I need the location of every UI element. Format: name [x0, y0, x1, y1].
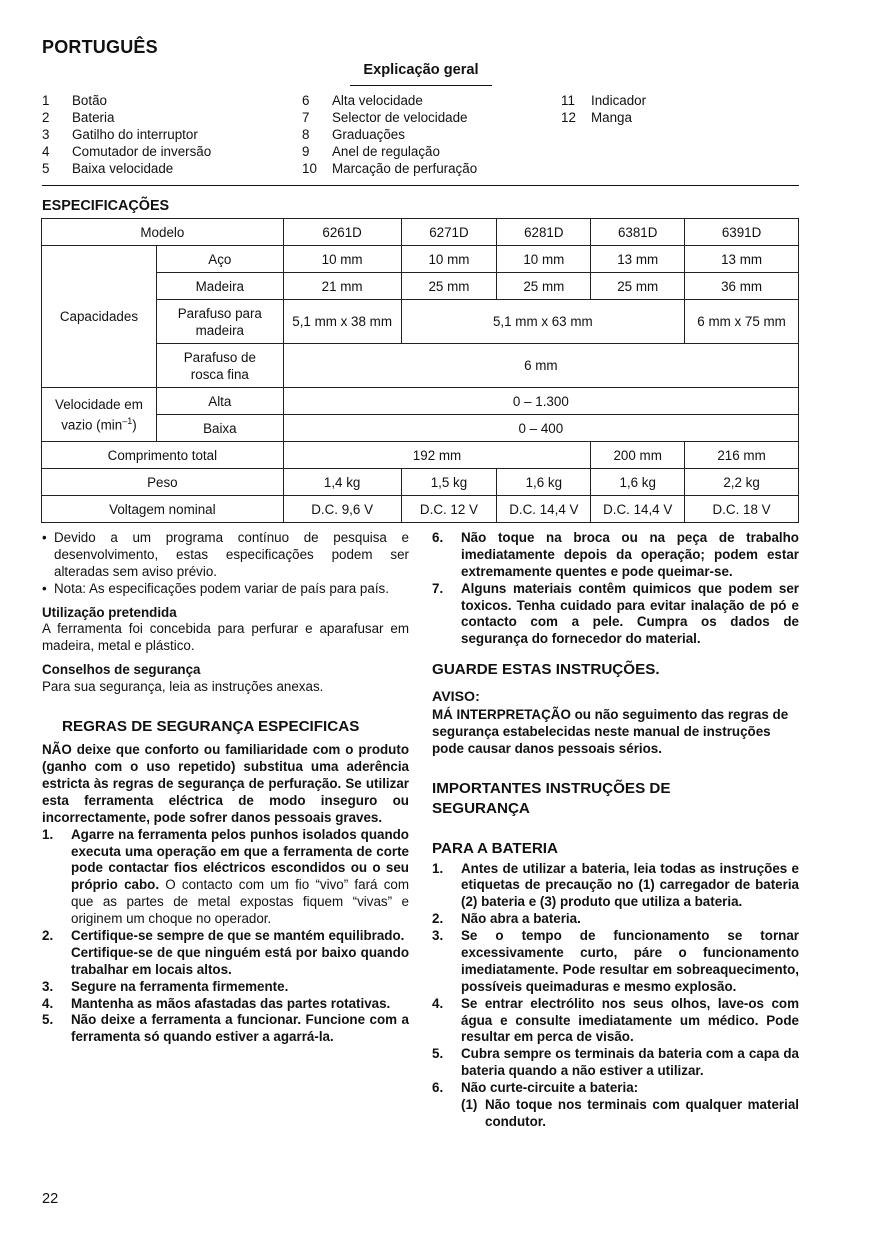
page-number: 22 [42, 1191, 59, 1207]
table-cell: 1,4 kg [283, 469, 401, 496]
intended-use-title: Utilização pretendida [42, 604, 177, 620]
table-cell: Comprimento total [42, 442, 284, 469]
parts-column-2 [302, 92, 477, 177]
table-cell: 1,5 kg [401, 469, 497, 496]
intended-use-text: A ferramenta foi concebida para perfurar e aparafusar em madeira, metal e plástico. [42, 621, 409, 654]
table-row [42, 246, 799, 273]
table-cell: Parafuso de rosca fina [156, 344, 283, 388]
table-cell: 13 mm [685, 246, 799, 273]
part-item: 1 Botão [42, 93, 107, 108]
table-cell: 10 mm [401, 246, 497, 273]
table-cell: Alta [156, 388, 283, 415]
list-item: 4. Se entrar electrólito nos seus olhos, lave-os com água e consulte imediatamente um médico. Pode resultar em perca de visão. [432, 995, 799, 1045]
section-title: Explicação geral [350, 61, 492, 86]
part-item: 4 Comutador de inversão [42, 144, 212, 159]
table-cell: Parafuso para madeira [156, 300, 283, 344]
list-item: 6. Não toque na broca ou na peça de trabalho imediatamente depois da operação; podem estar extremamente quentes e pode queimar-se. [432, 530, 799, 579]
table-cell: 6 mm x 75 mm [685, 300, 799, 344]
list-item: 3. Segure na ferramenta firmemente. [42, 978, 289, 994]
part-item: 10 Marcação de perfuração [302, 161, 478, 176]
table-cell: 6281D [497, 219, 591, 246]
keep-instructions-heading: GUARDE ESTAS INSTRUÇÕES. [432, 661, 660, 679]
divider [42, 185, 799, 186]
table-cell: Voltagem nominal [42, 496, 284, 523]
safety-rules-heading: REGRAS DE SEGURANÇA ESPECIFICAS [62, 718, 360, 736]
left-column [42, 530, 409, 1046]
parts-column-1 [42, 92, 211, 177]
table-cell: 200 mm [591, 442, 685, 469]
table-row [42, 219, 799, 246]
table-cell: Baixa [156, 415, 283, 442]
table-cell: D.C. 18 V [685, 496, 799, 523]
list-item: 5. Cubra sempre os terminais da bateria com a capa da bateria quando a não estiver a utilizar. [432, 1046, 799, 1079]
language-heading: PORTUGUÊS [42, 37, 158, 57]
table-cell: Madeira [156, 273, 283, 300]
table-cell: 10 mm [497, 246, 591, 273]
list-item: 3. Se o tempo de funcionamento se tornar excessivamente curto, páre o funcionamento imediatamente. Pode resultar em sobreaquecimento, possíveis queimaduras e mesmo explosão. [432, 928, 799, 994]
safety-advice-text: Para sua segurança, leia as instruções anexas. [42, 679, 324, 695]
list-item: (1) Não toque nos terminais com qualquer material condutor. [461, 1097, 799, 1129]
part-item: 2 Bateria [42, 110, 115, 125]
table-cell: 1,6 kg [591, 469, 685, 496]
list-item: 1. Antes de utilizar a bateria, leia todas as instruções e etiquetas de precaução no (1) carregador de bateria (2) bateria e (3) produto que utiliza a bateria. [432, 860, 799, 910]
part-item: 9 Anel de regulação [302, 144, 440, 159]
table-cell: Modelo [42, 219, 284, 246]
list-item: • Devido a um programa contínuo de pesquisa e desenvolvimento, estas especificações podem ser alteradas sem aviso prévio. [42, 530, 409, 579]
list-item: 2. Certifique-se sempre de que se mantém equilibrado. Certifique-se de que ninguém está por baixo quando trabalhar em locais altos. [42, 927, 409, 977]
part-item: 7 Selector de velocidade [302, 110, 468, 125]
table-cell: 6 mm [283, 344, 798, 388]
table-row [42, 469, 799, 496]
parts-column-3 [561, 92, 646, 126]
table-row [42, 442, 799, 469]
table-row [42, 496, 799, 523]
table-cell: 13 mm [591, 246, 685, 273]
list-item: • Nota: As especificações podem variar de país para país. [42, 580, 389, 596]
table-cell: 0 – 1.300 [283, 388, 798, 415]
table-cell: 25 mm [497, 273, 591, 300]
table-cell: D.C. 14,4 V [591, 496, 685, 523]
part-item: 8 Graduações [302, 127, 405, 142]
list-item: 1. Agarre na ferramenta pelos punhos isolados quando executa uma operação em que a ferramenta de corte pode contactar fios eléctricos escondidos ou o seu próprio cabo. O contacto com um fio “vivo” fará com que as partes de metal expostas fiquem “vivas” e originem um choque no operador. [42, 826, 409, 927]
table-cell: D.C. 9,6 V [283, 496, 401, 523]
specifications-table [41, 218, 799, 523]
list-item: 7. Alguns materiais contêm quimicos que podem ser toxicos. Tenha cuidado para evitar inalação de pó e contacto com a pele. Cumpra os dados de segurança do fornecedor do material. [432, 580, 799, 647]
table-cell: Peso [42, 469, 284, 496]
table-cell: 1,6 kg [497, 469, 591, 496]
list-item: 4. Mantenha as mãos afastadas das partes rotativas. [42, 995, 391, 1011]
table-cell: 36 mm [685, 273, 799, 300]
battery-heading: PARA A BATERIA [432, 840, 558, 858]
table-cell: D.C. 12 V [401, 496, 497, 523]
table-row [42, 388, 799, 415]
part-item: 12 Manga [561, 110, 632, 125]
table-cell: 10 mm [283, 246, 401, 273]
table-cell: 6391D [685, 219, 799, 246]
table-cell: 6381D [591, 219, 685, 246]
table-cell: 6271D [401, 219, 497, 246]
table-cell: Capacidades [42, 246, 157, 388]
table-cell: Aço [156, 246, 283, 273]
table-cell: 2,2 kg [685, 469, 799, 496]
table-cell: 192 mm [283, 442, 591, 469]
specifications-heading: ESPECIFICAÇÕES [42, 198, 170, 214]
table-cell: 6261D [283, 219, 401, 246]
important-safety-heading: IMPORTANTES INSTRUÇÕES DE SEGURANÇA [432, 779, 671, 817]
warning-text: MÁ INTERPRETAÇÃO ou não seguimento das regras de segurança estabelecidas neste manual de instruções pode causar danos pessoais sérios. [432, 707, 789, 757]
part-item: 11 Indicador [561, 93, 647, 108]
part-item: 6 Alta velocidade [302, 93, 423, 108]
table-cell: 25 mm [591, 273, 685, 300]
list-item: 2. Não abra a bateria. [432, 911, 581, 927]
table-cell: 21 mm [283, 273, 401, 300]
list-item: 5. Não deixe a ferramenta a funcionar. Funcione com a ferramenta só quando estiver a agarrá-la. [42, 1012, 409, 1045]
table-cell: 5,1 mm x 38 mm [283, 300, 401, 344]
table-cell: 216 mm [685, 442, 799, 469]
right-column [432, 530, 799, 1131]
safety-advice-title: Conselhos de segurança [42, 662, 201, 678]
table-cell: D.C. 14,4 V [497, 496, 591, 523]
table-cell: 25 mm [401, 273, 497, 300]
part-item: 3 Gatilho do interruptor [42, 127, 198, 142]
table-cell: Velocidade em vazio $(\min^{-1})$ [42, 388, 157, 442]
safety-rules-intro: NÃO deixe que conforto ou familiaridade com o produto (ganho com o uso repetido) substitua uma aderência estricta às regras de segurança de perfuração. Se utilizar esta ferramenta eléctrica de modo inseguro ou incorrectamente, pode sofrer danos pessoais graves. [42, 742, 409, 825]
part-item: 5 Baixa velocidade [42, 161, 174, 176]
table-cell: 5,1 mm x 63 mm [401, 300, 685, 344]
list-item: 6. Não curte-circuite a bateria: [432, 1080, 639, 1096]
table-cell: 0 – 400 [283, 415, 798, 442]
warning-title: AVISO: [432, 689, 480, 706]
